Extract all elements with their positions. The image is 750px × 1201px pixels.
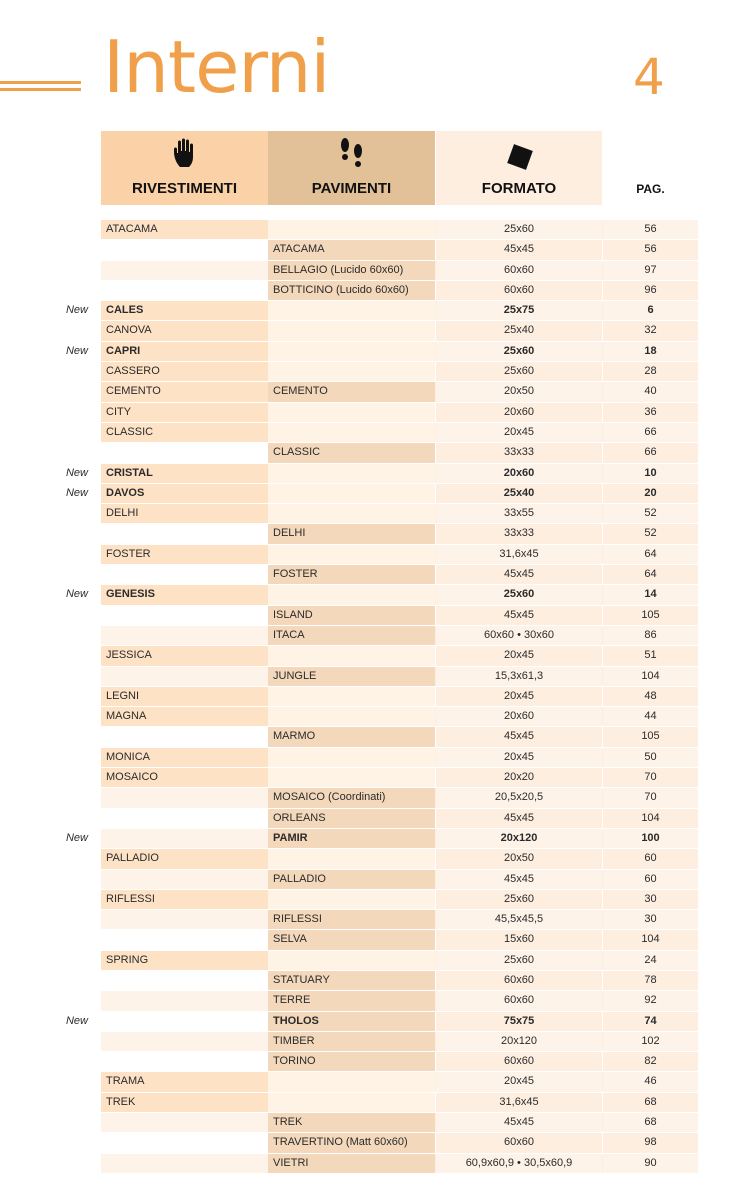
pag-cell: 40 bbox=[603, 382, 698, 401]
new-badge bbox=[53, 1133, 101, 1152]
formato-cell: 33x33 bbox=[436, 524, 602, 543]
formato-cell: 33x55 bbox=[436, 504, 602, 523]
pavimenti-cell: PAMIR bbox=[268, 829, 435, 848]
new-badge bbox=[53, 971, 101, 990]
pavimenti-cell: THOLOS bbox=[268, 1012, 435, 1031]
table-row bbox=[53, 606, 698, 625]
table-row bbox=[53, 768, 698, 787]
table-row bbox=[53, 301, 698, 320]
tile-icon bbox=[436, 137, 602, 175]
formato-cell: 60x60 bbox=[436, 281, 602, 300]
pag-cell: 82 bbox=[603, 1052, 698, 1071]
table-row bbox=[53, 240, 698, 259]
rivestimenti-cell: CEMENTO bbox=[101, 382, 268, 401]
pavimenti-cell: TRAVERTINO (Matt 60x60) bbox=[268, 1133, 435, 1152]
formato-cell: 20x120 bbox=[436, 1032, 602, 1051]
pavimenti-cell: ORLEANS bbox=[268, 809, 435, 828]
new-badge: New bbox=[53, 829, 101, 848]
header-formato-label: FORMATO bbox=[481, 180, 557, 197]
pavimenti-cell: BELLAGIO (Lucido 60x60) bbox=[268, 261, 435, 280]
header-pag-label: PAG. bbox=[636, 182, 665, 196]
pavimenti-cell bbox=[268, 1072, 435, 1091]
rivestimenti-cell bbox=[101, 727, 268, 746]
formato-cell: 25x60 bbox=[436, 362, 602, 381]
pavimenti-cell: PALLADIO bbox=[268, 870, 435, 889]
pavimenti-cell: FOSTER bbox=[268, 565, 435, 584]
new-badge bbox=[53, 1072, 101, 1091]
formato-cell: 45x45 bbox=[436, 1113, 602, 1132]
new-badge bbox=[53, 667, 101, 686]
table-row bbox=[53, 809, 698, 828]
header-rivestimenti bbox=[101, 131, 268, 205]
pag-cell: 104 bbox=[603, 809, 698, 828]
new-badge: New bbox=[53, 464, 101, 483]
table-row bbox=[53, 1113, 698, 1132]
table-row bbox=[53, 707, 698, 726]
table-row bbox=[53, 748, 698, 767]
rivestimenti-cell bbox=[101, 829, 268, 848]
pag-cell: 105 bbox=[603, 606, 698, 625]
pag-cell: 28 bbox=[603, 362, 698, 381]
pavimenti-cell: TREK bbox=[268, 1113, 435, 1132]
rivestimenti-cell: CRISTAL bbox=[101, 464, 268, 483]
formato-cell: 25x75 bbox=[436, 301, 602, 320]
header-pavimenti bbox=[268, 131, 435, 205]
pavimenti-cell bbox=[268, 748, 435, 767]
table-row bbox=[53, 870, 698, 889]
pavimenti-cell: TIMBER bbox=[268, 1032, 435, 1051]
pavimenti-cell bbox=[268, 707, 435, 726]
formato-cell: 60x60 bbox=[436, 1133, 602, 1152]
formato-cell: 25x60 bbox=[436, 585, 602, 604]
rivestimenti-cell: CLASSIC bbox=[101, 423, 268, 442]
rivestimenti-cell: RIFLESSI bbox=[101, 890, 268, 909]
table-row bbox=[53, 626, 698, 645]
rivestimenti-cell bbox=[101, 930, 268, 949]
pag-cell: 52 bbox=[603, 524, 698, 543]
rivestimenti-cell: CAPRI bbox=[101, 342, 268, 361]
pavimenti-cell bbox=[268, 849, 435, 868]
new-badge bbox=[53, 403, 101, 422]
pavimenti-cell: CEMENTO bbox=[268, 382, 435, 401]
pavimenti-cell: VIETRI bbox=[268, 1154, 435, 1173]
pag-cell: 102 bbox=[603, 1032, 698, 1051]
pavimenti-cell: JUNGLE bbox=[268, 667, 435, 686]
rivestimenti-cell: FOSTER bbox=[101, 545, 268, 564]
pavimenti-cell: DELHI bbox=[268, 524, 435, 543]
pavimenti-cell: SELVA bbox=[268, 930, 435, 949]
pavimenti-cell bbox=[268, 403, 435, 422]
pag-cell: 56 bbox=[603, 220, 698, 239]
new-badge bbox=[53, 565, 101, 584]
header-pavimenti-label: PAVIMENTI bbox=[311, 180, 392, 197]
rivestimenti-cell: CALES bbox=[101, 301, 268, 320]
table-row bbox=[53, 849, 698, 868]
formato-cell: 20x45 bbox=[436, 423, 602, 442]
pag-cell: 66 bbox=[603, 423, 698, 442]
rivestimenti-cell: CANOVA bbox=[101, 321, 268, 340]
rivestimenti-cell bbox=[101, 1154, 268, 1173]
table-row bbox=[53, 788, 698, 807]
pavimenti-cell: ATACAMA bbox=[268, 240, 435, 259]
rivestimenti-cell: MONICA bbox=[101, 748, 268, 767]
table-row bbox=[53, 1032, 698, 1051]
pag-cell: 66 bbox=[603, 443, 698, 462]
new-badge bbox=[53, 809, 101, 828]
rivestimenti-cell bbox=[101, 1133, 268, 1152]
formato-cell: 45x45 bbox=[436, 606, 602, 625]
table-row bbox=[53, 443, 698, 462]
formato-cell: 60x60 bbox=[436, 1052, 602, 1071]
table-row bbox=[53, 1012, 698, 1031]
table-row bbox=[53, 1154, 698, 1173]
formato-cell: 20x20 bbox=[436, 768, 602, 787]
pavimenti-cell bbox=[268, 585, 435, 604]
pag-cell: 48 bbox=[603, 687, 698, 706]
pavimenti-cell bbox=[268, 951, 435, 970]
pag-cell: 64 bbox=[603, 545, 698, 564]
formato-cell: 20x60 bbox=[436, 707, 602, 726]
table-row bbox=[53, 910, 698, 929]
formato-cell: 20x120 bbox=[436, 829, 602, 848]
pavimenti-cell: MOSAICO (Coordinati) bbox=[268, 788, 435, 807]
new-badge bbox=[53, 1052, 101, 1071]
rivestimenti-cell bbox=[101, 1012, 268, 1031]
formato-cell: 15x60 bbox=[436, 930, 602, 949]
table-row bbox=[53, 667, 698, 686]
pag-cell: 100 bbox=[603, 829, 698, 848]
pavimenti-cell bbox=[268, 423, 435, 442]
rivestimenti-cell bbox=[101, 1052, 268, 1071]
pavimenti-cell bbox=[268, 504, 435, 523]
table-row bbox=[53, 362, 698, 381]
pavimenti-cell bbox=[268, 890, 435, 909]
pavimenti-cell: TERRE bbox=[268, 991, 435, 1010]
formato-cell: 45x45 bbox=[436, 727, 602, 746]
table-row bbox=[53, 484, 698, 503]
pag-cell: 68 bbox=[603, 1113, 698, 1132]
formato-cell: 25x60 bbox=[436, 951, 602, 970]
new-badge: New bbox=[53, 1012, 101, 1031]
pag-cell: 90 bbox=[603, 1154, 698, 1173]
page-title: Interni bbox=[103, 25, 330, 109]
rivestimenti-cell bbox=[101, 606, 268, 625]
pag-cell: 60 bbox=[603, 849, 698, 868]
formato-cell: 20,5x20,5 bbox=[436, 788, 602, 807]
formato-cell: 25x60 bbox=[436, 890, 602, 909]
table-row bbox=[53, 991, 698, 1010]
formato-cell: 75x75 bbox=[436, 1012, 602, 1031]
pavimenti-cell bbox=[268, 646, 435, 665]
product-table bbox=[53, 220, 698, 1174]
formato-cell: 33x33 bbox=[436, 443, 602, 462]
pag-cell: 105 bbox=[603, 727, 698, 746]
pag-cell: 24 bbox=[603, 951, 698, 970]
new-badge bbox=[53, 930, 101, 949]
pag-cell: 36 bbox=[603, 403, 698, 422]
formato-cell: 45x45 bbox=[436, 809, 602, 828]
new-badge: New bbox=[53, 585, 101, 604]
pag-cell: 86 bbox=[603, 626, 698, 645]
table-row bbox=[53, 261, 698, 280]
table-row bbox=[53, 890, 698, 909]
pavimenti-cell bbox=[268, 321, 435, 340]
pag-cell: 44 bbox=[603, 707, 698, 726]
pag-cell: 50 bbox=[603, 748, 698, 767]
new-badge bbox=[53, 687, 101, 706]
table-row bbox=[53, 687, 698, 706]
new-badge bbox=[53, 727, 101, 746]
rivestimenti-cell bbox=[101, 1032, 268, 1051]
new-badge bbox=[53, 423, 101, 442]
pag-cell: 68 bbox=[603, 1093, 698, 1112]
formato-cell: 20x45 bbox=[436, 748, 602, 767]
new-badge bbox=[53, 443, 101, 462]
pag-cell: 52 bbox=[603, 504, 698, 523]
rivestimenti-cell: TREK bbox=[101, 1093, 268, 1112]
pag-cell: 74 bbox=[603, 1012, 698, 1031]
new-badge: New bbox=[53, 301, 101, 320]
rivestimenti-cell: CASSERO bbox=[101, 362, 268, 381]
rivestimenti-cell: DELHI bbox=[101, 504, 268, 523]
rivestimenti-cell: PALLADIO bbox=[101, 849, 268, 868]
rivestimenti-cell bbox=[101, 667, 268, 686]
rivestimenti-cell bbox=[101, 788, 268, 807]
formato-cell: 60x60 bbox=[436, 991, 602, 1010]
table-row bbox=[53, 951, 698, 970]
formato-cell: 20x45 bbox=[436, 687, 602, 706]
pag-cell: 97 bbox=[603, 261, 698, 280]
new-badge bbox=[53, 890, 101, 909]
pag-cell: 104 bbox=[603, 667, 698, 686]
page-number: 4 bbox=[633, 48, 665, 106]
formato-cell: 20x60 bbox=[436, 403, 602, 422]
new-badge bbox=[53, 240, 101, 259]
rivestimenti-cell bbox=[101, 261, 268, 280]
pavimenti-cell: CLASSIC bbox=[268, 443, 435, 462]
table-row bbox=[53, 504, 698, 523]
pag-cell: 18 bbox=[603, 342, 698, 361]
pavimenti-cell bbox=[268, 464, 435, 483]
pavimenti-cell bbox=[268, 301, 435, 320]
formato-cell: 45,5x45,5 bbox=[436, 910, 602, 929]
rivestimenti-cell bbox=[101, 565, 268, 584]
new-badge bbox=[53, 504, 101, 523]
formato-cell: 25x60 bbox=[436, 220, 602, 239]
table-row bbox=[53, 403, 698, 422]
pavimenti-cell: RIFLESSI bbox=[268, 910, 435, 929]
pag-cell: 56 bbox=[603, 240, 698, 259]
new-badge bbox=[53, 748, 101, 767]
new-badge: New bbox=[53, 342, 101, 361]
pag-cell: 60 bbox=[603, 870, 698, 889]
new-badge bbox=[53, 991, 101, 1010]
new-badge bbox=[53, 220, 101, 239]
table-row bbox=[53, 585, 698, 604]
formato-cell: 20x45 bbox=[436, 646, 602, 665]
table-row bbox=[53, 930, 698, 949]
new-badge bbox=[53, 788, 101, 807]
pavimenti-cell: ITACA bbox=[268, 626, 435, 645]
new-badge bbox=[53, 362, 101, 381]
rivestimenti-cell bbox=[101, 281, 268, 300]
decorative-orange-lines bbox=[0, 81, 81, 95]
header-rivestimenti-label: RIVESTIMENTI bbox=[131, 180, 237, 197]
formato-cell: 31,6x45 bbox=[436, 545, 602, 564]
formato-cell: 15,3x61,3 bbox=[436, 667, 602, 686]
table-row bbox=[53, 646, 698, 665]
formato-cell: 60x60 • 30x60 bbox=[436, 626, 602, 645]
pavimenti-cell bbox=[268, 220, 435, 239]
pavimenti-cell bbox=[268, 768, 435, 787]
table-row bbox=[53, 565, 698, 584]
pavimenti-cell: TORINO bbox=[268, 1052, 435, 1071]
formato-cell: 60x60 bbox=[436, 971, 602, 990]
new-badge bbox=[53, 870, 101, 889]
table-row bbox=[53, 342, 698, 361]
table-row bbox=[53, 382, 698, 401]
rivestimenti-cell bbox=[101, 910, 268, 929]
new-badge bbox=[53, 545, 101, 564]
table-row bbox=[53, 220, 698, 239]
formato-cell: 20x50 bbox=[436, 849, 602, 868]
rivestimenti-cell bbox=[101, 524, 268, 543]
pavimenti-cell: BOTTICINO (Lucido 60x60) bbox=[268, 281, 435, 300]
new-badge: New bbox=[53, 484, 101, 503]
rivestimenti-cell bbox=[101, 991, 268, 1010]
formato-cell: 25x40 bbox=[436, 321, 602, 340]
rivestimenti-cell: CITY bbox=[101, 403, 268, 422]
table-row bbox=[53, 727, 698, 746]
pavimenti-cell: STATUARY bbox=[268, 971, 435, 990]
new-badge bbox=[53, 707, 101, 726]
rivestimenti-cell: MOSAICO bbox=[101, 768, 268, 787]
new-badge bbox=[53, 626, 101, 645]
rivestimenti-cell bbox=[101, 870, 268, 889]
pag-cell: 78 bbox=[603, 971, 698, 990]
formato-cell: 31,6x45 bbox=[436, 1093, 602, 1112]
pavimenti-cell bbox=[268, 484, 435, 503]
new-badge bbox=[53, 1093, 101, 1112]
pag-cell: 64 bbox=[603, 565, 698, 584]
footprints-icon bbox=[268, 137, 435, 173]
table-row bbox=[53, 545, 698, 564]
rivestimenti-cell: JESSICA bbox=[101, 646, 268, 665]
table-row bbox=[53, 1052, 698, 1071]
formato-cell: 20x60 bbox=[436, 464, 602, 483]
new-badge bbox=[53, 382, 101, 401]
pag-cell: 30 bbox=[603, 890, 698, 909]
pavimenti-cell: MARMO bbox=[268, 727, 435, 746]
table-row bbox=[53, 971, 698, 990]
rivestimenti-cell bbox=[101, 809, 268, 828]
pag-cell: 92 bbox=[603, 991, 698, 1010]
new-badge bbox=[53, 910, 101, 929]
pavimenti-cell bbox=[268, 362, 435, 381]
pag-cell: 30 bbox=[603, 910, 698, 929]
new-badge bbox=[53, 1032, 101, 1051]
rivestimenti-cell bbox=[101, 971, 268, 990]
new-badge bbox=[53, 1113, 101, 1132]
table-row bbox=[53, 524, 698, 543]
pag-cell: 70 bbox=[603, 788, 698, 807]
new-badge bbox=[53, 646, 101, 665]
formato-cell: 60x60 bbox=[436, 261, 602, 280]
pag-cell: 6 bbox=[603, 301, 698, 320]
formato-cell: 25x60 bbox=[436, 342, 602, 361]
pavimenti-cell bbox=[268, 545, 435, 564]
hand-icon bbox=[101, 137, 268, 171]
table-row bbox=[53, 464, 698, 483]
pag-cell: 70 bbox=[603, 768, 698, 787]
rivestimenti-cell bbox=[101, 1113, 268, 1132]
rivestimenti-cell: LEGNI bbox=[101, 687, 268, 706]
table-row bbox=[53, 423, 698, 442]
new-badge bbox=[53, 281, 101, 300]
new-badge bbox=[53, 1154, 101, 1173]
rivestimenti-cell: DAVOS bbox=[101, 484, 268, 503]
new-badge bbox=[53, 606, 101, 625]
formato-cell: 60,9x60,9 • 30,5x60,9 bbox=[436, 1154, 602, 1173]
table-row bbox=[53, 1093, 698, 1112]
rivestimenti-cell bbox=[101, 240, 268, 259]
new-badge bbox=[53, 951, 101, 970]
pag-cell: 51 bbox=[603, 646, 698, 665]
pag-cell: 104 bbox=[603, 930, 698, 949]
pavimenti-cell bbox=[268, 687, 435, 706]
formato-cell: 45x45 bbox=[436, 870, 602, 889]
pag-cell: 32 bbox=[603, 321, 698, 340]
table-row bbox=[53, 829, 698, 848]
rivestimenti-cell: ATACAMA bbox=[101, 220, 268, 239]
new-badge bbox=[53, 261, 101, 280]
formato-cell: 45x45 bbox=[436, 240, 602, 259]
pag-cell: 14 bbox=[603, 585, 698, 604]
pag-cell: 10 bbox=[603, 464, 698, 483]
new-badge bbox=[53, 321, 101, 340]
rivestimenti-cell: SPRING bbox=[101, 951, 268, 970]
new-badge bbox=[53, 849, 101, 868]
pavimenti-cell: ISLAND bbox=[268, 606, 435, 625]
table-row bbox=[53, 321, 698, 340]
rivestimenti-cell bbox=[101, 443, 268, 462]
pag-cell: 96 bbox=[603, 281, 698, 300]
rivestimenti-cell: GENESIS bbox=[101, 585, 268, 604]
table-row bbox=[53, 281, 698, 300]
rivestimenti-cell bbox=[101, 626, 268, 645]
formato-cell: 20x50 bbox=[436, 382, 602, 401]
formato-cell: 25x40 bbox=[436, 484, 602, 503]
new-badge bbox=[53, 524, 101, 543]
table-row bbox=[53, 1133, 698, 1152]
formato-cell: 20x45 bbox=[436, 1072, 602, 1091]
pavimenti-cell bbox=[268, 342, 435, 361]
new-badge bbox=[53, 768, 101, 787]
formato-cell: 45x45 bbox=[436, 565, 602, 584]
rivestimenti-cell: MAGNA bbox=[101, 707, 268, 726]
pag-cell: 98 bbox=[603, 1133, 698, 1152]
pag-cell: 46 bbox=[603, 1072, 698, 1091]
rivestimenti-cell: TRAMA bbox=[101, 1072, 268, 1091]
pag-cell: 20 bbox=[603, 484, 698, 503]
table-row bbox=[53, 1072, 698, 1091]
header-formato bbox=[436, 131, 602, 205]
pavimenti-cell bbox=[268, 1093, 435, 1112]
